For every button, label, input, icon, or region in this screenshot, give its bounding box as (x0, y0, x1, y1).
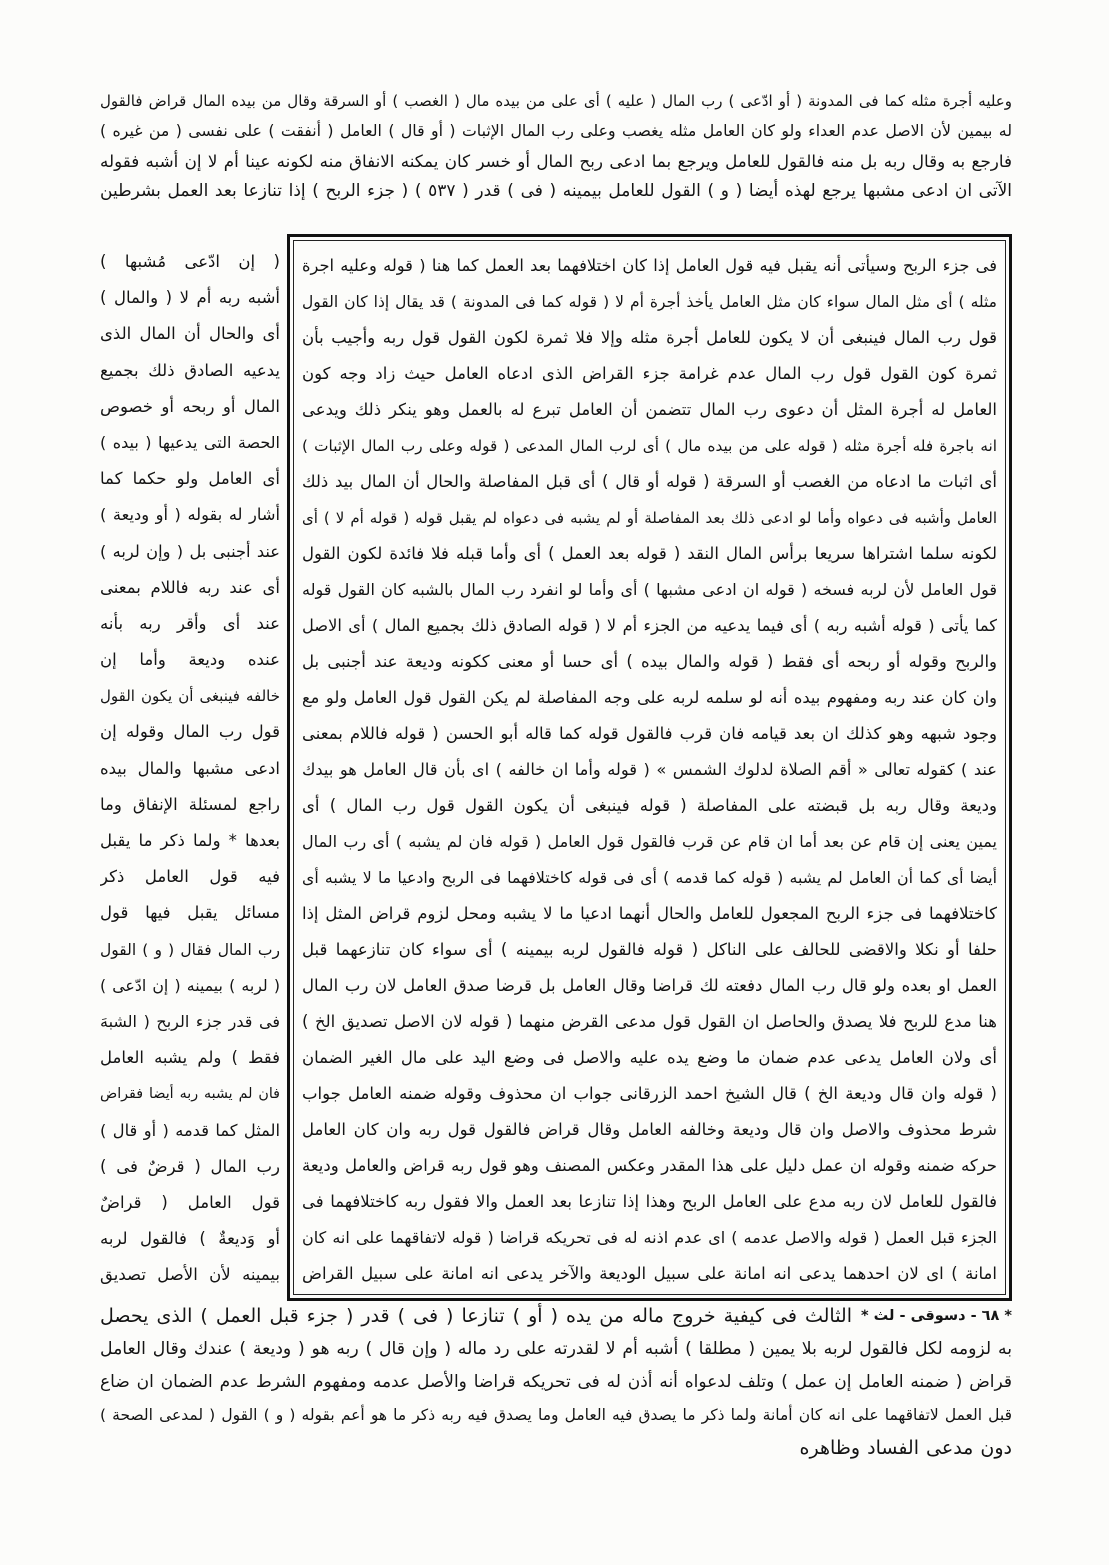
side-matn-line: عند أى وأقر ربه بأنه (100, 613, 280, 633)
commentary-line: وجود شبهه وهو كذلك ان بعد قيامه فان قرب فالقول قوله كما قاله أبو الحسن ( قوله فاللام بمعنى (302, 724, 997, 743)
commentary-line: قول العامل لأن لربه فسخه ( قوله ان ادعى مشبها ) أى وأما لو انفرد رب المال بالشبه كان القول قوله (302, 580, 997, 599)
matn-line: قبل العمل لاتفاقهما على انه كان أمانة ولما ذكر ما يصدق فيه العامل وما يصدق فيه ربه ذكر ما هو أعم بقوله ( و ) القول ( لمدعى الصحة ) (100, 1406, 1012, 1424)
side-matn-line: المثل كما قدمه ( أو قال ) (100, 1120, 280, 1140)
side-matn-line: يدعيه الصادق ذلك بجميع (100, 360, 280, 380)
side-matn-line: أشار له بقوله ( أو وديعة ) (100, 505, 280, 525)
commentary-line: وان كان عند ربه ومفهوم بيده أنه لو سلمه لربه على وجه المفاصلة لم يكن القول قول العامل ولو مع (302, 688, 997, 707)
commentary-box (287, 234, 1012, 1301)
side-matn-line: أشبه ربه أم لا ( والمال ) (100, 288, 280, 308)
side-matn-line: ( إن ادّعى مُشبها ) (100, 252, 280, 271)
commentary-line: فى جزء الربح وسيأتى أنه يقبل فيه قول العامل إذا كان اختلافهما بعد العمل كما هنا ( قوله وعليه اجرة (302, 256, 997, 275)
side-matn-line: قول رب المال وقوله إن (100, 722, 280, 742)
commentary-line: هنا مدع للربح فلا يصدق والحاصل ان القول قول مدعى القرض منهما ( قوله لان الاصل تصديق الخ ) (302, 1012, 997, 1031)
commentary-line: أيضا أى كما أن العامل لم يشبه ( قوله كما قدمه ) أى فى قوله كاختلافهما فى الربح وادعيا ما لا يشبه أى (302, 868, 997, 887)
side-matn-line: عنده وديعة وأما إن (100, 650, 280, 670)
matn-line: الثالث فى كيفية خروج ماله من يده ( أو ) تنازعا ( فى ) قدر ( جزء قبل العمل ) الذى يحصل (100, 1305, 852, 1327)
page-marker: * ٦٨ - دسوقى - لث * (861, 1308, 1012, 1324)
page-marker-row (100, 1300, 1012, 1333)
commentary-line: لكونه سلما اشتراها سريعا برأس المال النقد ( قوله بعد العمل ) أى وأما قبله فلا فائدة لكون القول (302, 544, 997, 563)
commentary-line: والربح وقوله أو ربحه أى فقط ( قوله والمال بيده ) أى حسا أو معنى ككونه وديعة عند أجنبى بل (302, 652, 997, 671)
commentary-line: ثمرة كون القول قول رب المال عدم غرامة جزء القراض الذى ادعاه العامل حيث زاد وجه كون (302, 364, 997, 383)
matn-line: الآتى ان ادعى مشبها يرجع لهذه أيضا ( و ) القول للعامل بيمينه ( فى ) قدر ( ٥٣٧ ) ( جزء الربح ) إذا تنازعا بعد العمل بشرطين (100, 181, 1012, 201)
commentary-line: قول رب المال فينبغى أن لا يكون للعامل أجرة مثله وإلا فلا ثمرة لكون القول قول ربه وأجيب بأن (302, 328, 997, 347)
commentary-line: امانة ) اى لان احدهما يدعى انه امانة على سبيل الوديعة والآخر يدعى انه امانة على سبيل القراض (302, 1264, 997, 1283)
commentary-line: حلفا أو نكلا والاقضى للحالف على الناكل ( قوله فالقول لربه بيمينه ) أى سواء كان تنازعهما قبل (302, 940, 997, 959)
commentary-line: شرط محذوف والاصل وان قال وديعة وخالفه العامل وقال قراض فالقول قول ربه وان كان العامل (302, 1120, 997, 1139)
commentary-line: يمين يعنى إن قام عن بعد أما ان قام عن قرب فالقول قول العامل ( قوله فان لم يشبه ) أى رب المال (302, 832, 997, 851)
commentary-line: ( قوله وان قال وديعة الخ ) قال الشيخ احمد الزرقانى جواب ان محذوف وقوله ضمنه العامل جواب (302, 1084, 997, 1103)
side-matn-line: بعدها * ولما ذكر ما يقبل (100, 831, 280, 850)
side-matn-line: رب المال ( قرضٌ فى ) (100, 1156, 280, 1176)
commentary-line: كما يأتى ( قوله أشبه ربه ) أى فيما يدعيه من الجزء أم لا ( قوله الصادق ذلك بجميع المال ) أى الاصل (302, 616, 997, 635)
matn-line: دون مدعى الفساد وظاهره (799, 1437, 1012, 1459)
commentary-line: كاختلافهما فى جزء الربح المجعول للعامل والحال أنهما ادعيا ما لا يشبه ومحل لزوم قراض المثل إذا (302, 904, 997, 923)
commentary-line: أى ولان العامل يدعى عدم ضمان ما وضع يده عليه والاصل فى وضع اليد على مال الغير الضمان (302, 1048, 997, 1067)
side-matn-line: مسائل يقبل فيها قول (100, 903, 280, 923)
commentary-line: حركه ضمنه وقوله ان عمل دليل على هذا المقدر وعكس المصنف وهو قول ربه قراض والعامل وديعة (302, 1156, 997, 1175)
side-matn-line: فيه قول العامل ذكر (100, 867, 280, 887)
side-matn-line: خالفه فينبغى أن يكون القول (100, 687, 280, 706)
side-matn-line: فان لم يشبه ربه أيضا فقراض (100, 1086, 280, 1103)
side-matn-column (100, 244, 280, 1293)
side-matn-line: راجع لمسئلة الإنفاق وما (100, 794, 280, 814)
matn-line: فارجع به وقال ربه بل منه فالقول للعامل ويرجع بما ادعى ربح المال أو خسر كان يمكنه الانفاق منه لكونه عينا أم لا إن أشبه فقوله (100, 151, 1012, 171)
commentary-line: العامل وأشبه فى دعواه وأما لو ادعى ذلك بعد المفاصلة أو لم يشبه فى دعواه لم يقبل قوله ( قوله أم لا ) أى (302, 509, 997, 527)
side-matn-line: فى قدر جزء الربح ( الشبهَ (100, 1011, 280, 1031)
side-matn-line: أى العامل ولو حكما كما (100, 469, 280, 489)
matn-line: به لزومه لكل فالقول لربه بلا يمين ( مطلقا ) أشبه أم لا لقدرته على رد ماله ( وإن قال ) ربه هو ( وديعة ) عندك وقال العامل (100, 1339, 1012, 1359)
side-matn-line: المال أو ربحه أو خصوص (100, 396, 280, 416)
commentary-line: فالقول للعامل لان ربه مدع على العامل الربح وهذا إذا تنازعا بعد العمل والا فقول ربه كاختلافهما فى (302, 1192, 997, 1211)
side-matn-line: أى والحال أن المال الذى (100, 324, 280, 344)
commentary-line: عند ) كقوله تعالى « أقم الصلاة لدلوك الشمس » ( قوله وأما ان خالفه ) اى بأن قال العامل هو بيدك (302, 760, 997, 779)
commentary-line: انه باجرة فله أجرة مثله ( قوله على من بيده مال ) أى لرب المال المدعى ( قوله وعلى رب المال الإثبات ) (302, 437, 997, 455)
side-matn-line: أى عند ربه فاللام بمعنى (100, 577, 280, 597)
side-matn-line: عند أجنبى بل ( وإن لربه ) (100, 541, 280, 561)
side-matn-line: ( لربه ) بيمينه ( إن ادّعى ) (100, 975, 280, 995)
side-matn-line: الحصة التى يدعيها ( بيده ) (100, 432, 280, 452)
matn-line: له بيمين لأن الاصل عدم العداء ولو كان العامل مثله يغصب وعلى رب المال الإثبات ( أو قال ) العامل ( أنفقت ) على نفسى ( من غيره ) (100, 121, 1012, 140)
commentary-line: الجزء قبل العمل ( قوله والاصل عدمه ) اى عدم اذنه له فى تحريكه قراضا ( قوله لاتفاقهما على انه كان (302, 1228, 997, 1247)
top-matn-block (100, 86, 1012, 206)
commentary-line: أى اثبات ما ادعاه من الغصب أو السرقة ( قوله أو قال ) أى قبل المفاصلة والحال أن المال بيد ذلك (302, 472, 997, 491)
side-matn-line: ادعى مشبها والمال بيده (100, 758, 280, 778)
commentary-line: العمل او بعده ولو قال رب المال دفعته لك قراضا وقال العامل بل قرضا صدق العامل لان رب المال (302, 976, 997, 995)
side-matn-line: بيمينه لأن الأصل تصديق (100, 1265, 280, 1285)
bottom-matn-block (100, 1300, 1012, 1465)
side-matn-line: رب المال فقال ( و ) القول (100, 940, 280, 959)
matn-line: وعليه أجرة مثله كما فى المدونة ( أو ادّعى ) رب المال ( عليه ) أى على من بيده مال ( الغصب ) أو السرقة وقال من بيده المال قراض فالقول (100, 92, 1012, 110)
side-matn-line: فقط ) ولم يشبه العامل (100, 1048, 280, 1068)
side-matn-line: أو وَديعةٌ ) فالقول لربه (100, 1229, 280, 1249)
commentary-line: العامل له أجرة المثل أن دعوى رب المال تتضمن أن العامل تبرع له بالعمل وهو ينكر ذلك ويدعى (302, 400, 997, 419)
matn-line: قراض ( ضمنه العامل إن عمل ) وتلف لدعواه أنه أذن له فى تحريكه قراضا والأصل عدمه ومفهوم الشرط عدم الضمان ان ضاع (100, 1372, 1012, 1392)
commentary-line: وديعة وقال ربه بل قبضته على المفاصلة ( قوله فينبغى أن يكون القول قول رب المال ) أى (302, 796, 997, 815)
side-matn-line: قول العامل ( قراضٌ (100, 1192, 280, 1212)
commentary-line: مثله ) أى مثل المال سواء كان مثل العامل يأخذ أجرة أم لا ( قوله كما فى المدونة ) قد يقال إذا كان القول (302, 293, 997, 311)
